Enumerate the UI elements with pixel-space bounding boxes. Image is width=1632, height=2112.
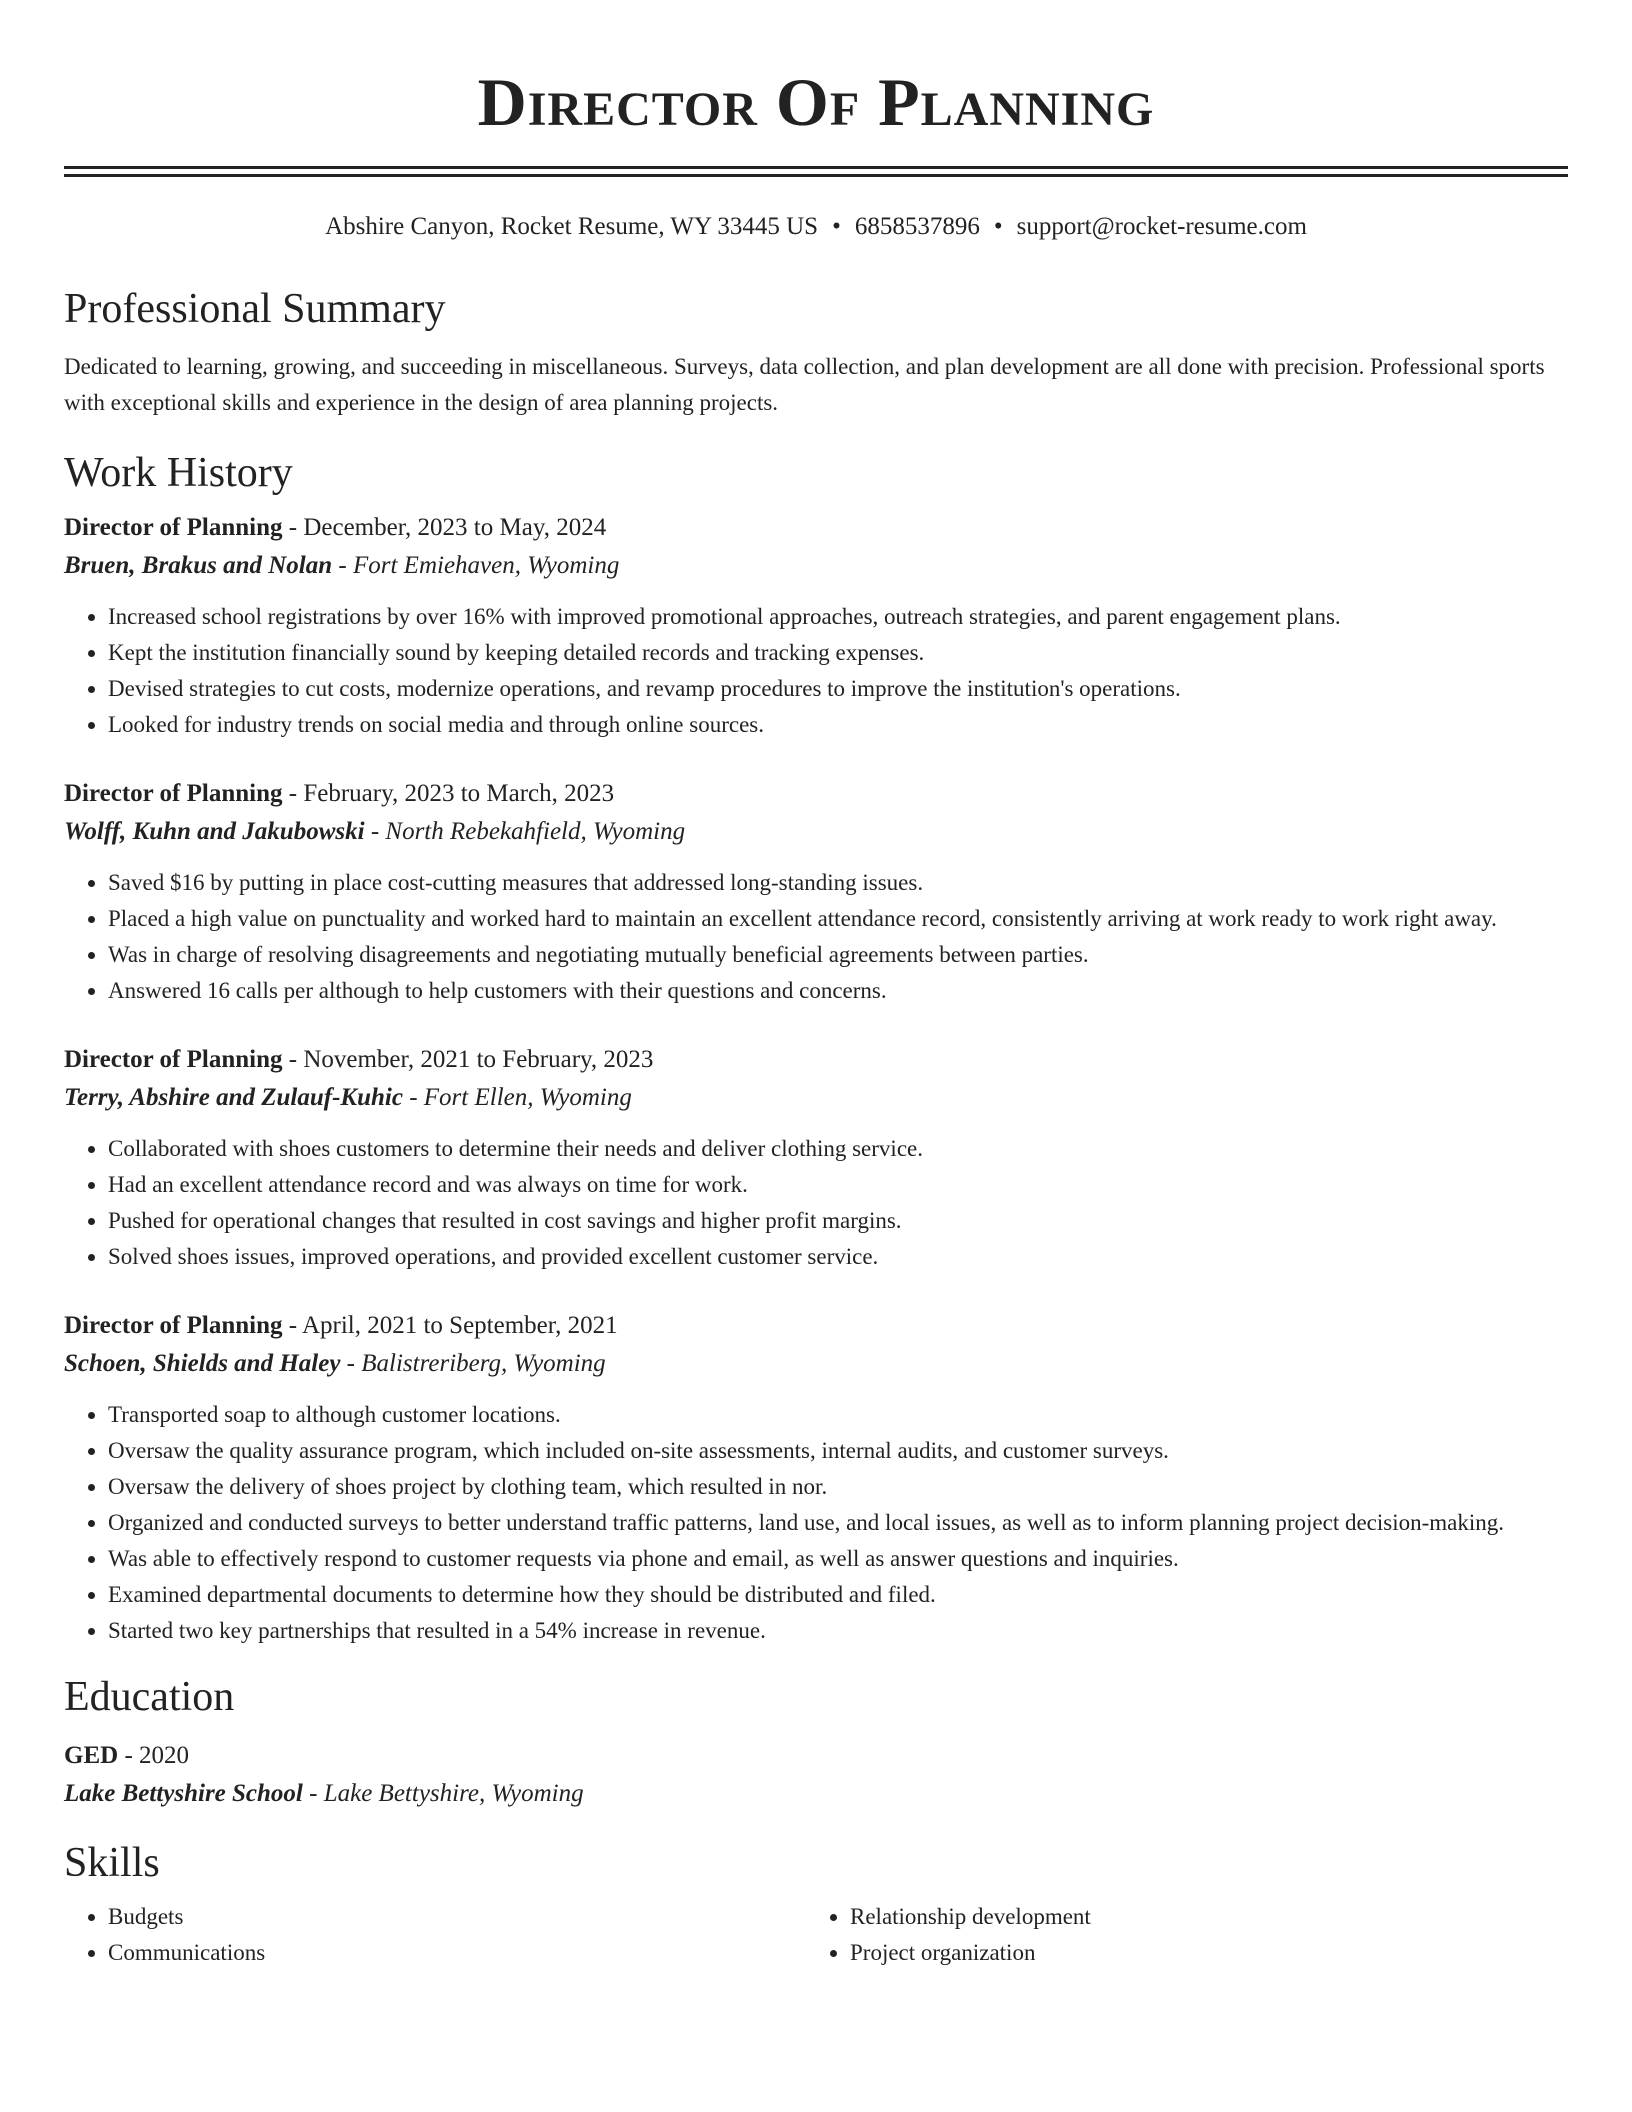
education-entry: [64, 1737, 1568, 1813]
job-bullet: • Saved $16 by putting in place cost-cutting measures that addressed long-standing issues.: [108, 865, 1568, 901]
education-school-line: [64, 1775, 1568, 1813]
job-company-line: [64, 1345, 1568, 1383]
skills-grid: [64, 1899, 1568, 1971]
contact-address: Abshire Canyon, Rocket Resume, WY 33445 US: [325, 213, 819, 240]
education-location: - Lake Bettyshire, Wyoming: [302, 1780, 584, 1807]
job-title-line: [64, 1307, 1568, 1345]
job-company-line: [64, 813, 1568, 851]
job-bullet: • Kept the institution financially sound by keeping detailed records and tracking expenses.: [108, 635, 1568, 671]
skills-list-right: [806, 1899, 1548, 1971]
contact-phone: 6858537896: [854, 213, 980, 240]
skill-item: • Budgets: [108, 1899, 806, 1935]
job-title: Director of Planning: [64, 1312, 283, 1339]
job-dates: - December, 2023 to May, 2024: [282, 514, 607, 541]
job-entry: [64, 1307, 1568, 1649]
title-divider-top: [64, 166, 1568, 169]
education-year: - 2020: [118, 1742, 190, 1769]
job-dates: - November, 2021 to February, 2023: [282, 1046, 654, 1073]
job-title-line: [64, 1041, 1568, 1079]
job-bullet: • Increased school registrations by over 16% with improved promotional approaches, outreach strategies, and parent engagement plans.: [108, 599, 1568, 635]
job-location: - Fort Emiehaven, Wyoming: [332, 552, 620, 579]
education-heading: Education: [64, 1674, 235, 1720]
job-bullet: • Oversaw the quality assurance program, which included on-site assessments, internal audits, and customer surveys.: [108, 1433, 1568, 1469]
skill-item: • Relationship development: [850, 1899, 1548, 1935]
job-title-line: [64, 775, 1568, 813]
education-degree-line: [64, 1737, 1568, 1775]
education-school: Lake Bettyshire School: [64, 1780, 303, 1807]
job-bullet: • Transported soap to although customer locations.: [108, 1397, 1568, 1433]
job-bullet: • Solved shoes issues, improved operations, and provided excellent customer service.: [108, 1239, 1568, 1275]
contact-email: support@rocket-resume.com: [1016, 213, 1307, 240]
work-history-heading: Work History: [64, 450, 293, 496]
resume-title: Director Of Planning: [477, 64, 1155, 140]
job-company: Wolff, Kuhn and Jakubowski: [64, 818, 365, 845]
job-bullet: • Was able to effectively respond to customer requests via phone and email, as well as answer questions and inquiries.: [108, 1541, 1568, 1577]
job-company: Schoen, Shields and Haley: [64, 1350, 341, 1377]
job-entry: [64, 1041, 1568, 1275]
skills-list-left: [64, 1899, 806, 1971]
job-title-line: [64, 509, 1568, 547]
job-bullet-list: [64, 599, 1568, 743]
education-degree: GED: [64, 1742, 119, 1769]
job-bullet: • Examined departmental documents to determine how they should be distributed and filed.: [108, 1577, 1568, 1613]
job-bullet: • Pushed for operational changes that resulted in cost savings and higher profit margins.: [108, 1203, 1568, 1239]
job-bullet-list: [64, 1397, 1568, 1649]
job-bullet: • Had an excellent attendance record and was always on time for work.: [108, 1167, 1568, 1203]
job-location: - Balistreriberg, Wyoming: [340, 1350, 606, 1377]
job-company: Bruen, Brakus and Nolan: [64, 552, 333, 579]
job-bullet: • Organized and conducted surveys to better understand traffic patterns, land use, and local issues, as well as to inform planning project decision-making.: [108, 1505, 1568, 1541]
job-bullet: • Collaborated with shoes customers to determine their needs and deliver clothing service.: [108, 1131, 1568, 1167]
contact-separator: •: [832, 213, 841, 240]
contact-line: [64, 211, 1568, 243]
job-title: Director of Planning: [64, 780, 283, 807]
job-entry: [64, 509, 1568, 743]
job-bullet-list: [64, 865, 1568, 1009]
job-bullet: • Oversaw the delivery of shoes project by clothing team, which resulted in nor.: [108, 1469, 1568, 1505]
summary-heading: Professional Summary: [64, 286, 446, 332]
skills-column-left: [64, 1899, 806, 1971]
job-company: Terry, Abshire and Zulauf-Kuhic: [64, 1084, 403, 1111]
resume-page: [64, 0, 1568, 1971]
job-company-line: [64, 547, 1568, 585]
job-bullet: • Answered 16 calls per although to help customers with their questions and concerns.: [108, 973, 1568, 1009]
job-title: Director of Planning: [64, 514, 283, 541]
summary-text: Dedicated to learning, growing, and succeeding in miscellaneous. Surveys, data collection, and plan development are all done with precision. Professional sports with exceptional skills and experience in the design of area planning projects.: [64, 354, 1545, 415]
job-company-line: [64, 1079, 1568, 1117]
job-dates: - April, 2021 to September, 2021: [282, 1312, 618, 1339]
skill-item: • Communications: [108, 1935, 806, 1971]
job-bullet-list: [64, 1131, 1568, 1275]
job-bullet: • Devised strategies to cut costs, modernize operations, and revamp procedures to improve the institution's operations.: [108, 671, 1568, 707]
title-divider-bottom: [64, 174, 1568, 177]
skills-column-right: [806, 1899, 1548, 1971]
skills-heading: Skills: [64, 1840, 160, 1886]
job-bullet: • Started two key partnerships that resulted in a 54% increase in revenue.: [108, 1613, 1568, 1649]
job-location: - Fort Ellen, Wyoming: [402, 1084, 632, 1111]
job-bullet: • Placed a high value on punctuality and worked hard to maintain an excellent attendance record, consistently arriving at work ready to work right away.: [108, 901, 1568, 937]
job-location: - North Rebekahfield, Wyoming: [364, 818, 686, 845]
job-bullet: • Looked for industry trends on social media and through online sources.: [108, 707, 1568, 743]
job-entry: [64, 775, 1568, 1009]
job-title: Director of Planning: [64, 1046, 283, 1073]
job-dates: - February, 2023 to March, 2023: [282, 780, 615, 807]
contact-separator: •: [993, 213, 1003, 240]
skill-item: • Project organization: [850, 1935, 1548, 1971]
job-bullet: • Was in charge of resolving disagreements and negotiating mutually beneficial agreements between parties.: [108, 937, 1568, 973]
